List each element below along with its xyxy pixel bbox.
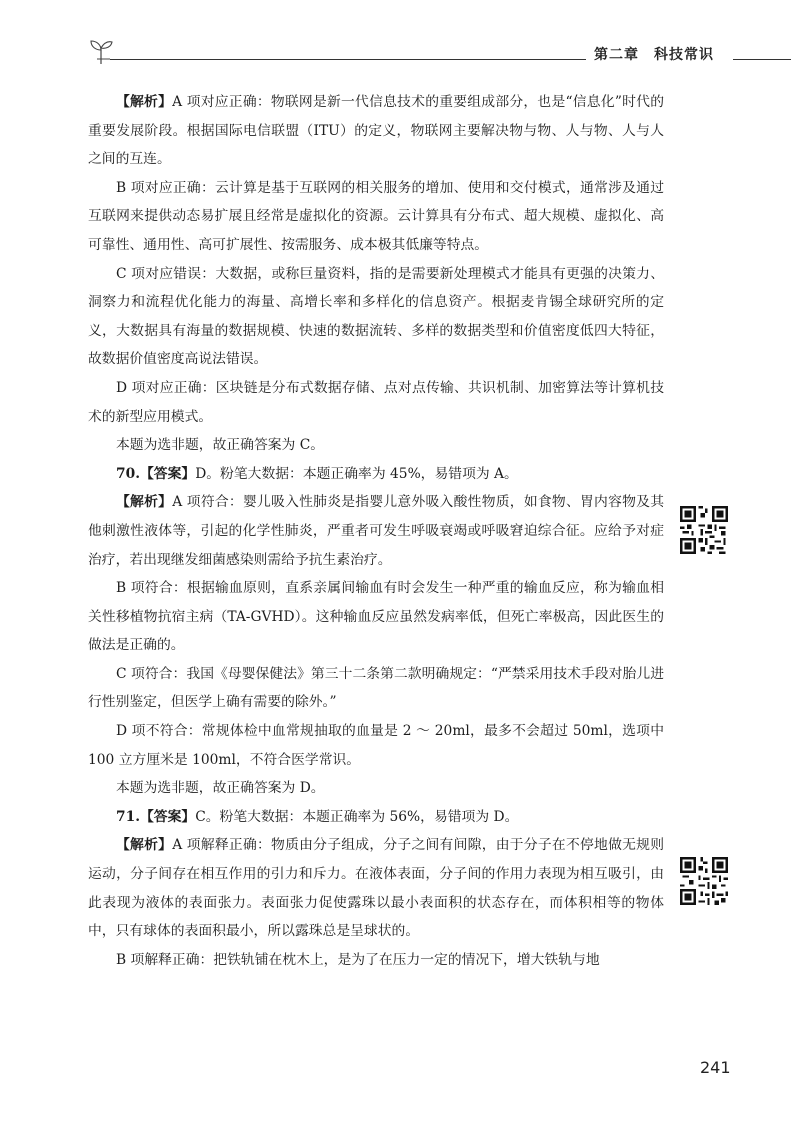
- paragraph: [88, 660, 664, 717]
- paragraph: [88, 831, 664, 945]
- body-text: [88, 88, 664, 974]
- qr-code-icon[interactable]: [680, 506, 728, 554]
- paragraph: [88, 946, 664, 975]
- paragraph-text: C 项对应错误：大数据，或称巨量资料，指的是需要新处理模式才能具有更强的决策力、洞察力和流程优化能力的海量、高增长率和多样化的信息资产。根据麦肯锡全球研究所的定义，大数据具有海量的数据规模、快速的数据流转、多样的数据类型和价值密度低四大特征，故数据价值密度高说法错误。: [88, 265, 664, 368]
- paragraph-tag: 【解析】: [116, 837, 173, 854]
- header-rule-right: [733, 59, 791, 60]
- paragraph-text: 本题为选非题，故正确答案为 C。: [116, 437, 325, 454]
- sprout-icon: [88, 38, 114, 66]
- qr-code-icon[interactable]: [680, 857, 728, 905]
- answer-text: C。粉笔大数据：本题正确率为 56%，易错项为 D。: [195, 808, 519, 825]
- answer-line: [88, 460, 664, 489]
- paragraph-text: A 项符合：婴儿吸入性肺炎是指婴儿意外吸入酸性物质，如食物、胃内容物及其他刺激性液体等，引起的化学性肺炎，严重者可发生呼吸衰竭或呼吸窘迫综合征。应给予对症治疗，若出现继发细菌感染则需给予抗生素治疗。: [88, 494, 665, 568]
- answer-line: [88, 803, 664, 832]
- paragraph-text: D 项不符合：常规体检中血常规抽取的血量是 2 ～ 20ml，最多不会超过 50ml，选项中 100 立方厘米是 100ml，不符合医学常识。: [88, 723, 664, 768]
- paragraph: [88, 374, 664, 431]
- paragraph: [88, 88, 664, 174]
- paragraph-text: B 项对应正确：云计算是基于互联网的相关服务的增加、使用和交付模式，通常涉及通过互联网来提供动态易扩展且经常是虚拟化的资源。云计算具有分布式、超大规模、虚拟化、高可靠性、通用性、高可扩展性、按需服务、成本极其低廉等特点。: [88, 179, 664, 253]
- paragraph: [88, 260, 664, 374]
- paragraph-tag: 【解析】: [116, 94, 173, 110]
- page-number: 241: [700, 1058, 731, 1077]
- paragraph-text: A 项解释正确：物质由分子组成，分子之间有间隙，由于分子在不停地做无规则运动，分子间存在相互作用的引力和斥力。在液体表面，分子间的作用力表现为相互吸引，由此表现为液体的表面张力。表面张力促使露珠以最小表面积的状态存在，而体积相等的物体中，只有球体的表面积最小，所以露珠总是呈球状的。: [88, 837, 665, 940]
- paragraph-text: 本题为选非题，故正确答案为 D。: [116, 780, 325, 797]
- paragraph-tag: 【解析】: [116, 494, 173, 511]
- paragraph-text: D 项对应正确：区块链是分布式数据存储、点对点传输、共识机制、加密算法等计算机技术的新型应用模式。: [88, 379, 664, 425]
- answer-tag: 71.【答案】: [116, 808, 196, 825]
- paragraph-text: C 项符合：我国《母婴保健法》第三十二条第二款明确规定：“严禁采用技术手段对胎儿进行性别鉴定，但医学上确有需要的除外。”: [88, 665, 664, 711]
- header-rule-left: [110, 59, 586, 60]
- running-header: [88, 38, 788, 68]
- paragraph-text: B 项解释正确：把铁轨铺在枕木上，是为了在压力一定的情况下，增大铁轨与地: [116, 951, 600, 968]
- paragraph: [88, 574, 664, 660]
- paragraph: [88, 174, 664, 260]
- answer-text: D。粉笔大数据：本题正确率为 45%，易错项为 A。: [195, 465, 518, 482]
- paragraph-text: A 项对应正确：物联网是新一代信息技术的重要组成部分，也是“信息化”时代的重要发展阶段。根据国际电信联盟（ITU）的定义，物联网主要解决物与物、人与物、人与人之间的互连。: [88, 94, 664, 168]
- paragraph: [88, 431, 664, 460]
- answer-tag: 70.【答案】: [116, 465, 196, 482]
- paragraph-text: B 项符合：根据输血原则，直系亲属间输血有时会发生一种严重的输血反应，称为输血相关性移植物抗宿主病（TA-GVHD）。这种输血反应虽然发病率低，但死亡率极高，因此医生的做法是正确的。: [88, 580, 664, 654]
- paragraph: [88, 717, 664, 774]
- paragraph: [88, 488, 664, 574]
- chapter-title: 第二章 科技常识: [594, 47, 714, 63]
- paragraph: [88, 774, 664, 803]
